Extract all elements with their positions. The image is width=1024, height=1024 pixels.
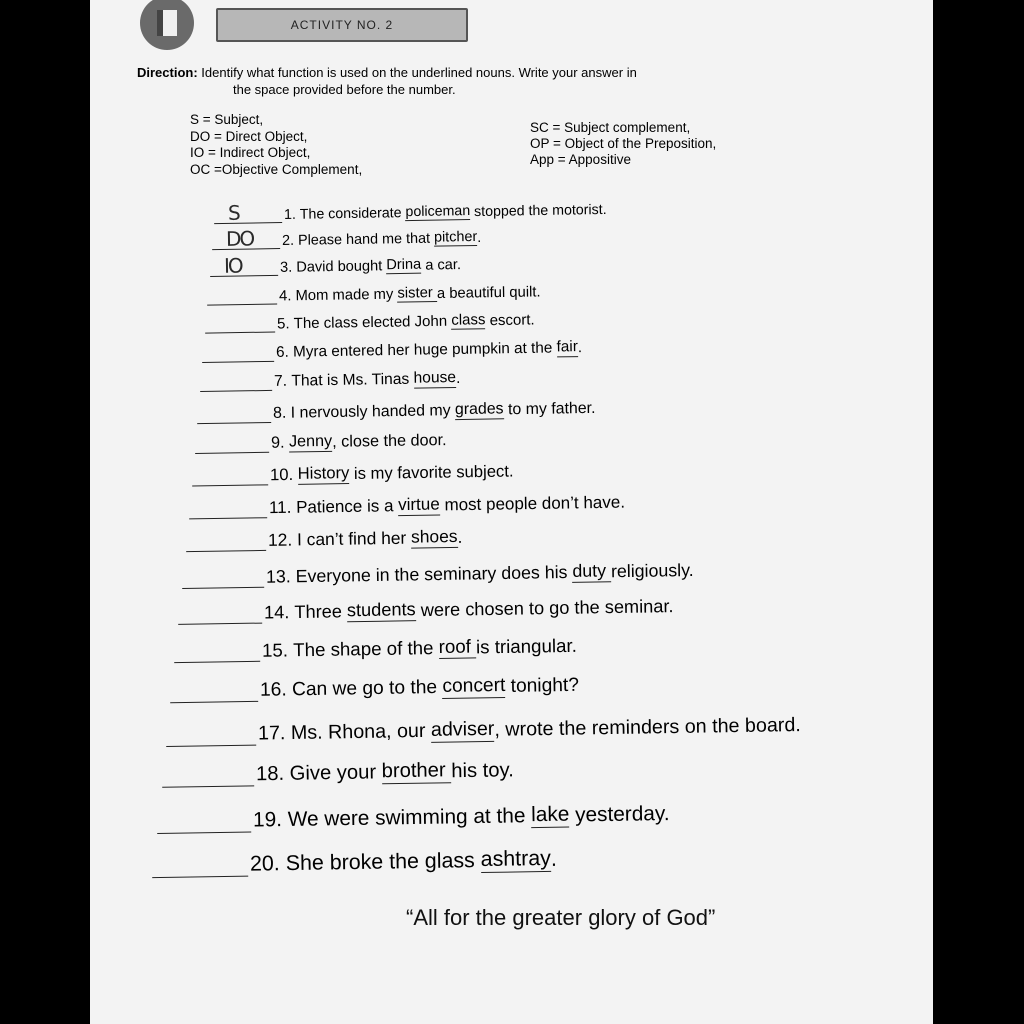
answer-blank[interactable] bbox=[197, 402, 271, 424]
answer-blank[interactable] bbox=[192, 463, 268, 486]
question-number: 14. bbox=[263, 602, 290, 623]
question-text-before: Myra entered her huge pumpkin at the bbox=[292, 339, 557, 361]
answer-blank[interactable] bbox=[162, 761, 254, 788]
legend-direct-object: DO = Direct Object, bbox=[190, 128, 308, 144]
question-text-before: That is Ms. Tinas bbox=[291, 370, 414, 390]
underlined-noun: roof bbox=[438, 635, 477, 657]
handwritten-answer: IO bbox=[223, 253, 242, 278]
question-number: 4. bbox=[278, 288, 292, 305]
question-text-after: . bbox=[577, 339, 583, 357]
question-number: 13. bbox=[265, 566, 291, 587]
underlined-noun: ashtray bbox=[480, 846, 552, 872]
underlined-noun: virtue bbox=[398, 494, 440, 515]
legend-objective-complement: OC =Objective Complement, bbox=[190, 161, 363, 177]
question-text-before: Mom made my bbox=[295, 286, 398, 305]
question-text-after: religiously. bbox=[610, 559, 694, 582]
activity-title-text: ACTIVITY NO. 2 bbox=[290, 18, 394, 32]
legend-appositive: App = Appositive bbox=[530, 152, 631, 167]
handwritten-answer: DO bbox=[225, 226, 254, 252]
question-text-before: I nervously handed my bbox=[290, 401, 456, 422]
question-number: 3. bbox=[279, 259, 293, 276]
answer-blank[interactable] bbox=[207, 285, 277, 306]
question-text-after: most people don’t have. bbox=[439, 492, 626, 515]
underlined-noun: History bbox=[297, 462, 350, 483]
question-number: 2. bbox=[281, 233, 295, 250]
question-text-after: is triangular. bbox=[475, 634, 577, 658]
question-number: 17. bbox=[257, 721, 286, 745]
question-text-before: The shape of the bbox=[293, 636, 439, 660]
answer-blank[interactable] bbox=[214, 200, 282, 226]
question-text-after: his toy. bbox=[451, 759, 514, 783]
underlined-noun: brother bbox=[381, 759, 452, 783]
answer-blank[interactable] bbox=[210, 253, 278, 278]
answer-blank[interactable] bbox=[205, 312, 275, 333]
answer-blank[interactable] bbox=[178, 601, 262, 626]
question-text-after: to my father. bbox=[503, 399, 596, 419]
question-number: 19. bbox=[252, 807, 283, 832]
answer-blank[interactable] bbox=[174, 638, 260, 663]
question-text-before: David bought bbox=[296, 257, 387, 276]
question-number: 10. bbox=[269, 464, 294, 484]
underlined-noun: students bbox=[346, 599, 416, 621]
question-number: 11. bbox=[268, 497, 292, 518]
underlined-noun: fair bbox=[556, 338, 578, 356]
question-text-after: a beautiful quilt. bbox=[436, 284, 541, 302]
question-number: 9. bbox=[270, 433, 285, 452]
answer-blank[interactable] bbox=[182, 565, 264, 589]
legend-subject: S = Subject, bbox=[190, 112, 264, 127]
question-item bbox=[195, 429, 447, 454]
question-text-before: I can’t find her bbox=[296, 528, 412, 550]
legend-indirect-object: IO = Indirect Object, bbox=[190, 145, 311, 160]
motto: “All for the greater glory of God” bbox=[406, 905, 716, 930]
answer-blank[interactable] bbox=[202, 342, 274, 363]
question-text-before: The considerate bbox=[299, 205, 406, 223]
answer-blank[interactable] bbox=[157, 807, 251, 834]
question-number: 16. bbox=[259, 679, 287, 701]
question-item bbox=[200, 367, 461, 392]
answer-blank[interactable] bbox=[189, 496, 267, 519]
question-text-before: Please hand me that bbox=[297, 231, 435, 250]
underlined-noun: policeman bbox=[405, 203, 471, 221]
underlined-noun: adviser bbox=[430, 717, 495, 741]
underlined-noun: class bbox=[451, 311, 486, 329]
question-text-after: , wrote the reminders on the board. bbox=[494, 713, 801, 741]
question-text-before: Patience is a bbox=[295, 496, 399, 517]
question-text-after: is my favorite subject. bbox=[349, 461, 514, 483]
question-text-after: . bbox=[477, 230, 482, 247]
question-number: 12. bbox=[267, 529, 293, 551]
question-text-after: escort. bbox=[485, 311, 535, 330]
question-text-after: yesterday. bbox=[569, 801, 670, 827]
underlined-noun: lake bbox=[530, 802, 570, 826]
question-number: 7. bbox=[273, 372, 288, 390]
question-text-before: Everyone in the seminary does his bbox=[295, 561, 573, 587]
question-text-before: Can we go to the bbox=[291, 677, 443, 701]
question-text-before: Ms. Rhona, our bbox=[290, 719, 432, 744]
legend-left bbox=[190, 112, 362, 178]
underlined-noun: Jenny bbox=[288, 432, 333, 451]
answer-blank[interactable] bbox=[170, 678, 258, 704]
question-number: 5. bbox=[276, 315, 290, 333]
underlined-noun: shoes bbox=[410, 526, 458, 548]
question-text-after: a car. bbox=[421, 256, 462, 274]
legend-right bbox=[530, 120, 716, 168]
question-number: 8. bbox=[272, 404, 287, 422]
question-number: 15. bbox=[261, 639, 289, 661]
question-text-after: . bbox=[550, 847, 557, 872]
question-text-after: stopped the motorist. bbox=[470, 202, 607, 221]
direction-line-2: the space provided before the number. bbox=[233, 82, 456, 97]
question-text-after: . bbox=[457, 527, 463, 548]
legend-subject-complement: SC = Subject complement, bbox=[530, 120, 691, 135]
answer-blank[interactable] bbox=[152, 851, 248, 879]
underlined-noun: grades bbox=[454, 400, 504, 418]
underlined-noun: Drina bbox=[386, 256, 422, 273]
question-item bbox=[186, 526, 463, 553]
direction-block bbox=[137, 64, 837, 98]
question-number: 1. bbox=[283, 206, 297, 224]
question-number: 18. bbox=[255, 763, 285, 786]
answer-blank[interactable] bbox=[212, 226, 280, 252]
underlined-noun: pitcher bbox=[433, 229, 478, 247]
handwritten-answer: S bbox=[227, 200, 239, 226]
question-text-before: The class elected John bbox=[293, 312, 452, 333]
activity-title bbox=[216, 8, 468, 42]
question-text-after: . bbox=[455, 369, 461, 387]
underlined-noun: sister bbox=[397, 284, 438, 302]
question-number: 6. bbox=[275, 343, 289, 362]
answer-blank[interactable] bbox=[200, 370, 272, 392]
question-text-before: We were swimming at the bbox=[287, 803, 532, 831]
answer-blank[interactable] bbox=[186, 529, 266, 553]
question-text-after: tonight? bbox=[505, 674, 580, 698]
underlined-noun: concert bbox=[442, 675, 506, 698]
underlined-noun: house bbox=[413, 368, 457, 387]
question-text-before: Three bbox=[294, 601, 348, 623]
question-text-before: She broke the glass bbox=[285, 848, 481, 876]
question-text-after: , close the door. bbox=[332, 431, 447, 452]
underlined-noun: duty bbox=[572, 560, 612, 581]
direction-line-1: Identify what function is used on the underlined nouns. Write your answer in bbox=[201, 65, 637, 80]
question-text-before: Give your bbox=[289, 761, 382, 785]
answer-blank[interactable] bbox=[195, 432, 269, 454]
question-item bbox=[210, 253, 461, 277]
legend-object-of-preposition: OP = Object of the Preposition, bbox=[530, 136, 717, 151]
question-number: 20. bbox=[249, 851, 280, 877]
question-text-after: were chosen to go the seminar. bbox=[415, 596, 674, 621]
direction-label: Direction: bbox=[137, 65, 198, 80]
answer-blank[interactable] bbox=[166, 721, 256, 747]
